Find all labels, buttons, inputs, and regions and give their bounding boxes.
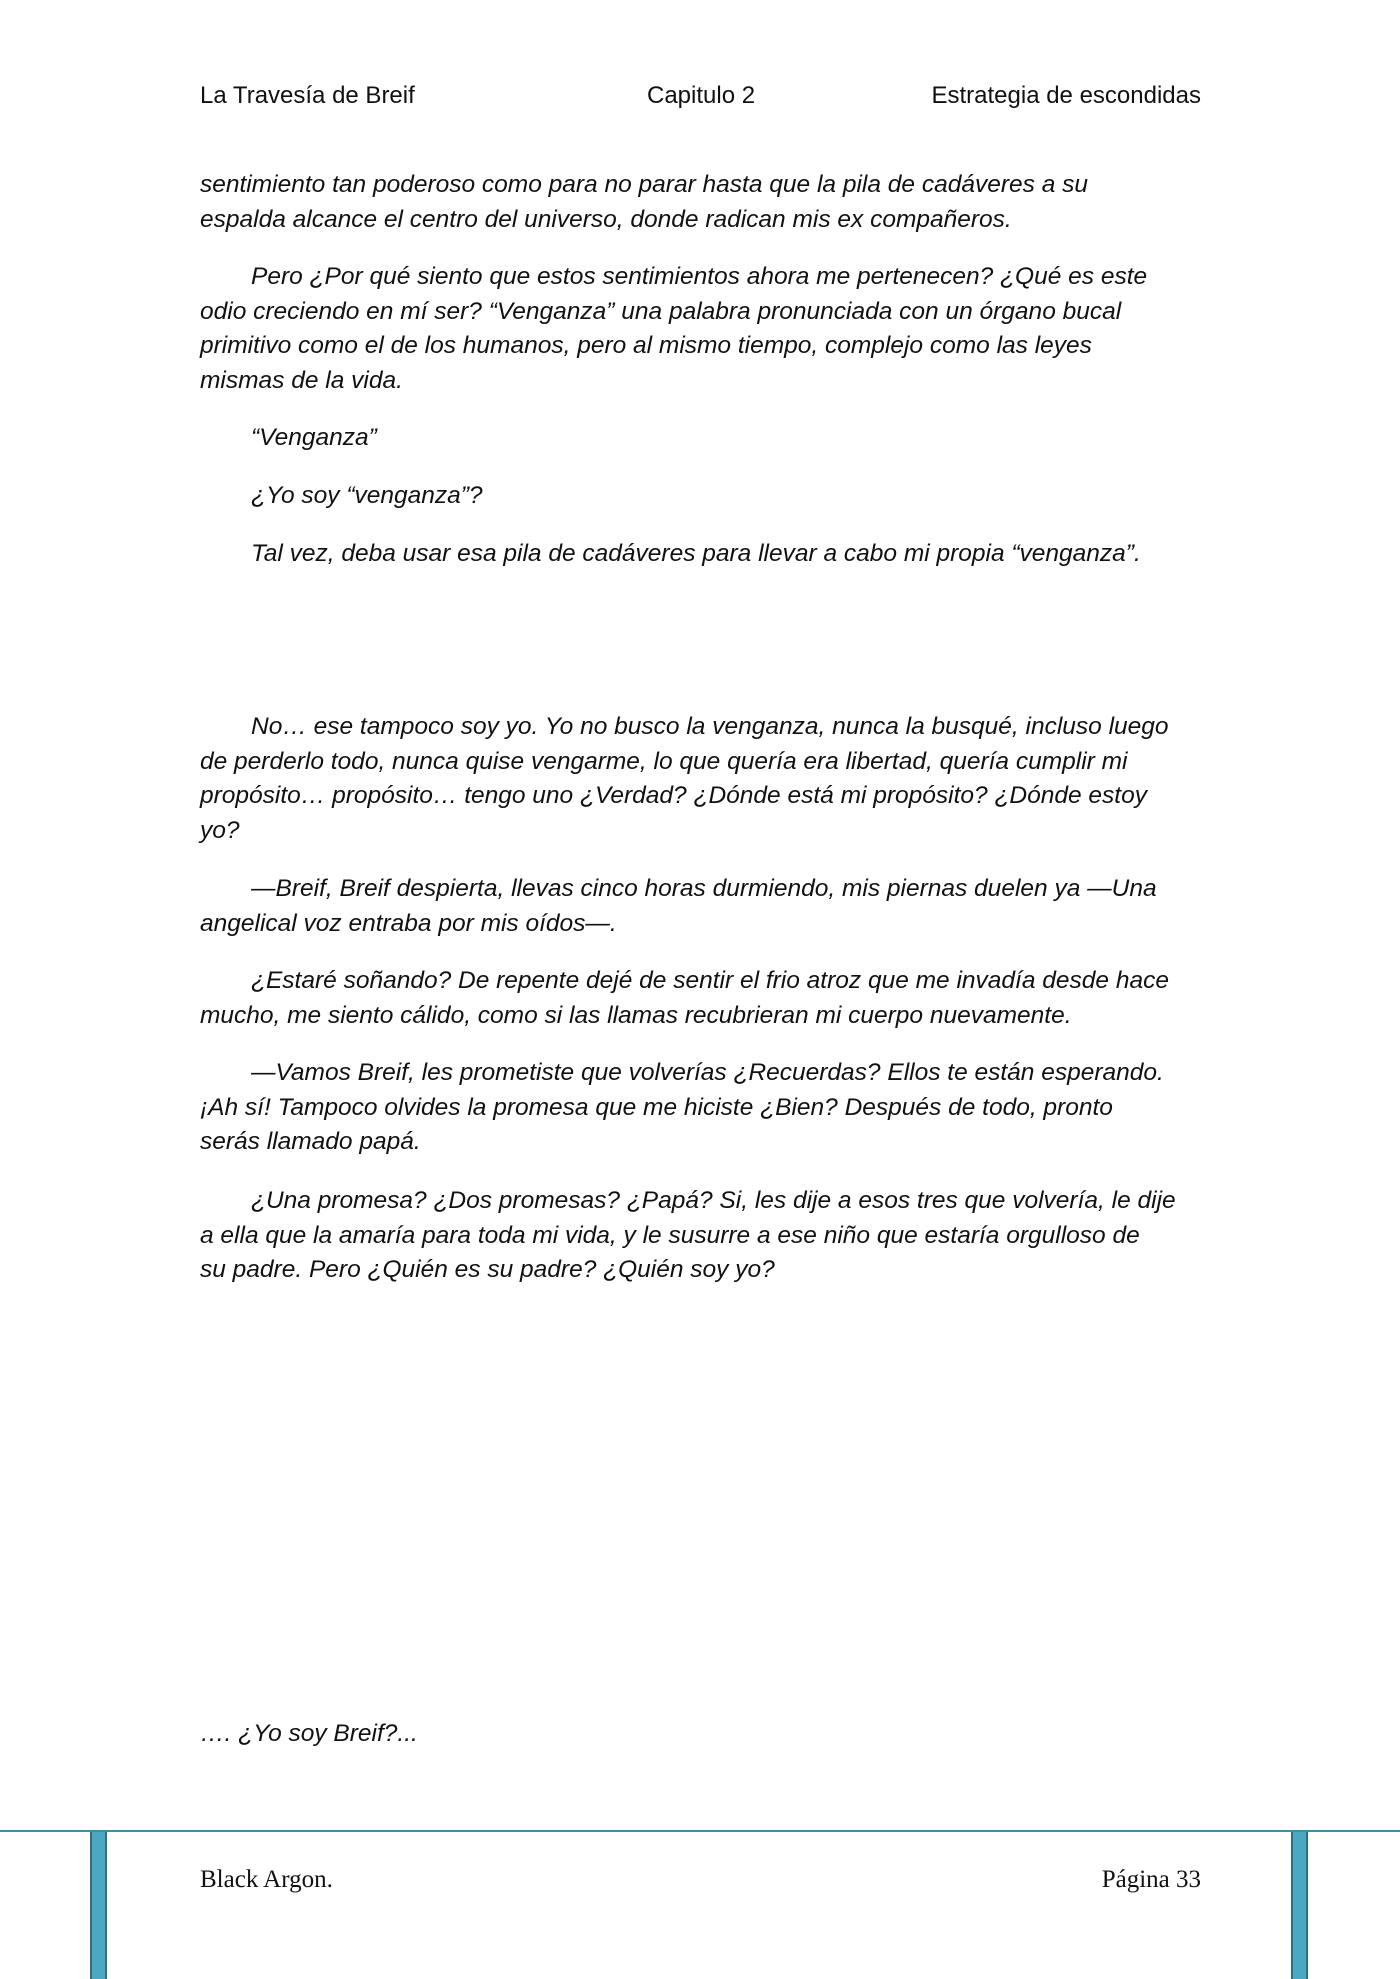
text-line: espalda alcance el centro del universo, donde radican mis ex compañeros.: [200, 205, 1012, 233]
text-line: No… ese tampoco soy yo. Yo no busco la venganza, nunca la busqué, incluso luego: [251, 713, 1169, 740]
book-title: La Travesía de Breif: [200, 82, 415, 109]
text-line: sentimiento tan poderoso como para no parar hasta que la pila de cadáveres a su: [200, 171, 1089, 198]
text-line: —Breif, Breif despierta, llevas cinco horas durmiendo, mis piernas duelen ya —Una: [251, 875, 1157, 902]
paragraph: [200, 421, 1201, 456]
text-line: primitivo como el de los humanos, pero al mismo tiempo, complejo como las leyes: [200, 332, 1092, 359]
text-line: propósito… propósito… tengo uno ¿Verdad? ¿Dónde está mi propósito? ¿Dónde estoy: [200, 782, 1147, 809]
paragraph: [200, 1056, 1201, 1160]
footer-divider: [0, 1830, 1400, 1832]
paragraph: [200, 260, 1201, 398]
text-line: “Venganza”: [251, 424, 377, 451]
text-line: …. ¿Yo soy Breif?...: [200, 1720, 418, 1747]
text-line: mucho, me siento cálido, como si las llamas recubrieran mi cuerpo nuevamente.: [200, 1001, 1072, 1029]
paragraph: [200, 710, 1201, 848]
chapter-title: Estrategia de escondidas: [931, 82, 1201, 109]
paragraph: [200, 964, 1201, 1033]
text-line: ¿Una promesa? ¿Dos promesas? ¿Papá? Si, les dije a esos tres que volvería, le dije: [251, 1187, 1176, 1214]
page-number: Página 33: [1101, 1866, 1201, 1893]
text-line: yo?: [200, 816, 240, 844]
footer-accent-bar-left: [90, 1832, 107, 1979]
paragraph: [200, 168, 1201, 237]
paragraph: [200, 479, 1201, 514]
text-line: su padre. Pero ¿Quién es su padre? ¿Quién soy yo?: [200, 1256, 775, 1283]
page-header: [200, 82, 1201, 118]
chapter-label: Capitulo 2: [647, 82, 756, 109]
text-line: mismas de la vida.: [200, 366, 403, 394]
text-line: ¡Ah sí! Tampoco olvides la promesa que me hiciste ¿Bien? Después de todo, pronto: [200, 1093, 1113, 1121]
footer-author: Black Argon.: [200, 1866, 333, 1893]
text-line: serás llamado papá.: [200, 1128, 421, 1155]
paragraph: [200, 1717, 1201, 1752]
text-line: Tal vez, deba usar esa pila de cadáveres para llevar a cabo mi propia “venganza”.: [251, 540, 1141, 567]
text-line: angelical voz entraba por mis oídos—.: [200, 909, 617, 937]
paragraph: [200, 872, 1201, 941]
paragraph: [200, 1184, 1201, 1288]
text-line: Pero ¿Por qué siento que estos sentimientos ahora me pertenecen? ¿Qué es este: [251, 263, 1148, 290]
text-line: —Vamos Breif, les prometiste que volverías ¿Recuerdas? Ellos te están esperando.: [251, 1059, 1164, 1086]
text-line: ¿Yo soy “venganza”?: [251, 482, 483, 509]
text-line: odio creciendo en mí ser? “Venganza” una palabra pronunciada con un órgano bucal: [200, 297, 1122, 325]
text-line: de perderlo todo, nunca quise vengarme, lo que quería era libertad, quería cumplir mi: [200, 747, 1128, 775]
paragraph: [200, 537, 1201, 572]
text-line: a ella que la amaría para toda mi vida, y le susurre a ese niño que estaría orgulloso de: [200, 1221, 1140, 1249]
text-line: ¿Estaré soñando? De repente dejé de sentir el frio atroz que me invadía desde hace: [251, 967, 1169, 994]
footer-accent-bar-right: [1291, 1832, 1308, 1979]
